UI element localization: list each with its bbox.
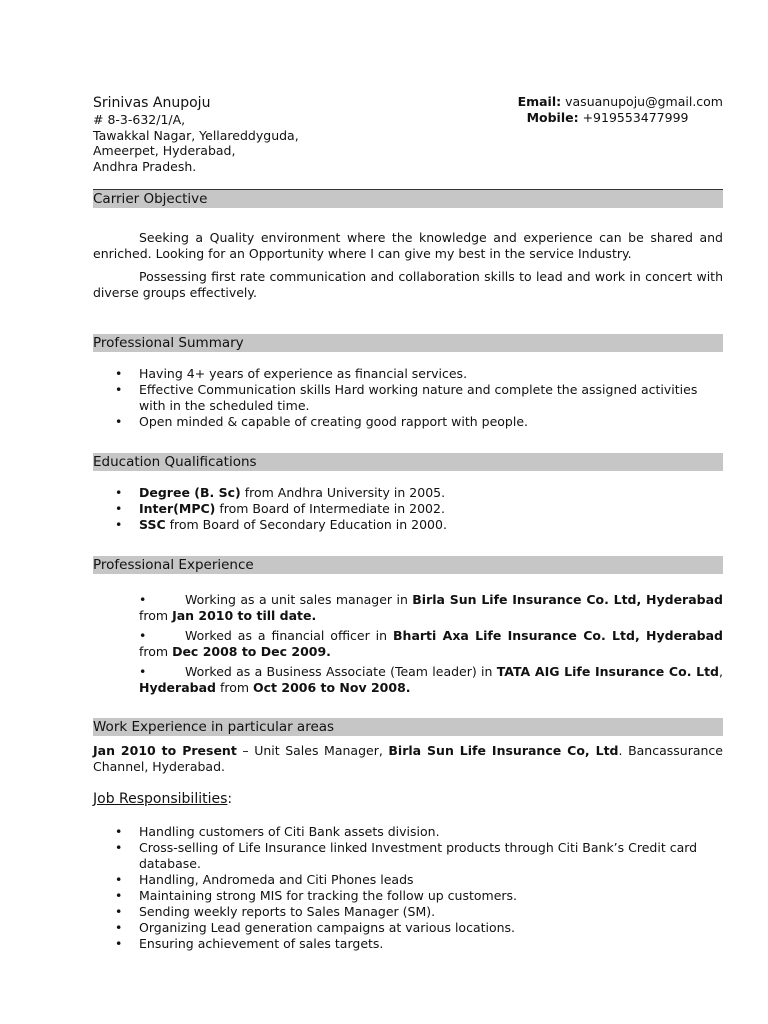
address-line: # 8-3-632/1/A, xyxy=(93,112,186,127)
objective-paragraph: Possessing first rate communication and collaboration skills to lead and work in concert with diverse groups effectively. xyxy=(93,269,723,300)
experience-list xyxy=(93,592,723,696)
mobile-value: +919553477999 xyxy=(582,110,689,125)
experience-period: Oct 2006 to Nov 2008. xyxy=(253,680,411,695)
experience-connector: from xyxy=(215,680,254,695)
experience-period: Dec 2008 to Dec 2009. xyxy=(172,644,331,659)
experience-city: Hyderabad xyxy=(139,680,216,695)
section-title-experience: Professional Experience xyxy=(93,556,723,574)
email-value[interactable]: vasuanupoju@gmail.com xyxy=(565,94,723,109)
section-title-objective: Carrier Objective xyxy=(93,189,723,208)
responsibilities-title: Job Responsibilities xyxy=(93,791,228,807)
list-item: • Organizing Lead generation campaigns at various locations. xyxy=(139,920,723,936)
responsibilities-list xyxy=(93,824,723,952)
experience-company: Birla Sun Life Insurance Co. Ltd, Hyderabad xyxy=(412,592,723,607)
experience-connector: from xyxy=(139,644,173,659)
experience-item xyxy=(139,592,723,624)
experience-role: Worked as a Business Associate (Team leader) in xyxy=(185,664,497,679)
experience-item xyxy=(139,664,723,696)
list-item: • Maintaining strong MIS for tracking the follow up customers. xyxy=(139,888,723,904)
list-item: • Effective Communication skills Hard working nature and complete the assigned activities with in the scheduled time. xyxy=(139,382,723,414)
responsibilities-colon: : xyxy=(227,791,233,807)
experience-role: Working as a unit sales manager in xyxy=(185,592,413,607)
experience-role: Worked as a financial officer in xyxy=(185,628,394,643)
experience-connector: , xyxy=(719,664,723,679)
work-summary xyxy=(93,743,723,775)
degree-detail: from Board of Intermediate in 2002. xyxy=(215,501,445,516)
email-label: Email: xyxy=(517,94,562,109)
resume-header xyxy=(93,94,723,174)
degree-name: Inter(MPC) xyxy=(139,501,216,516)
experience-period: Jan 2010 to till date. xyxy=(172,608,317,623)
responsibilities-heading xyxy=(93,790,723,808)
mobile-label: Mobile: xyxy=(526,110,579,125)
experience-company: TATA AIG Life Insurance Co. Ltd xyxy=(496,664,720,679)
section-title-summary: Professional Summary xyxy=(93,334,723,352)
bullet-icon: • xyxy=(139,664,147,679)
summary-list xyxy=(93,366,723,430)
work-period: Jan 2010 to Present xyxy=(93,743,237,758)
degree-detail: from Andhra University in 2005. xyxy=(240,485,446,500)
degree-detail: from Board of Secondary Education in 2000. xyxy=(165,517,447,532)
degree-name: Degree (B. Sc) xyxy=(139,485,241,500)
list-item xyxy=(139,485,723,501)
list-item: • Handling, Andromeda and Citi Phones leads xyxy=(139,872,723,888)
education-list xyxy=(93,485,723,533)
section-title-education: Education Qualifications xyxy=(93,453,723,471)
list-item: • Cross-selling of Life Insurance linked Investment products through Citi Bank’s Credit card database. xyxy=(139,840,723,872)
list-item xyxy=(139,517,723,533)
list-item: • Sending weekly reports to Sales Manager (SM). xyxy=(139,904,723,920)
address-line: Andhra Pradesh. xyxy=(93,158,197,174)
candidate-name: Srinivas Anupoju xyxy=(93,95,211,111)
section-title-work: Work Experience in particular areas xyxy=(93,718,723,736)
list-item: • Open minded & capable of creating good rapport with people. xyxy=(139,414,723,430)
degree-name: SSC xyxy=(139,517,166,532)
list-item: • Having 4+ years of experience as financial services. xyxy=(139,366,723,382)
experience-connector: from xyxy=(139,608,173,623)
work-channel: . Bancassurance Channel, Hyderabad. xyxy=(93,743,723,774)
bullet-icon: • xyxy=(139,628,147,643)
contact-block xyxy=(518,94,723,126)
bullet-icon: • xyxy=(139,592,147,607)
address-line: Tawakkal Nagar, Yellareddyguda, xyxy=(93,127,299,143)
experience-item xyxy=(139,628,723,660)
resume-body xyxy=(93,189,723,952)
address-line: Ameerpet, Hyderabad, xyxy=(93,143,236,158)
objective-paragraph: Seeking a Quality environment where the knowledge and experience can be shared and enriched. Looking for an Opportunity where I can give my best in the service Industry. xyxy=(93,230,723,261)
list-item: • Handling customers of Citi Bank assets division. xyxy=(139,824,723,840)
mobile-row xyxy=(518,110,723,126)
list-item: • Ensuring achievement of sales targets. xyxy=(139,936,723,952)
email-row xyxy=(518,94,723,110)
list-item xyxy=(139,501,723,517)
experience-company: Bharti Axa Life Insurance Co. Ltd, Hyderabad xyxy=(393,628,723,643)
work-company: Birla Sun Life Insurance Co, Ltd xyxy=(388,743,619,758)
work-role: – Unit Sales Manager, xyxy=(236,743,389,758)
